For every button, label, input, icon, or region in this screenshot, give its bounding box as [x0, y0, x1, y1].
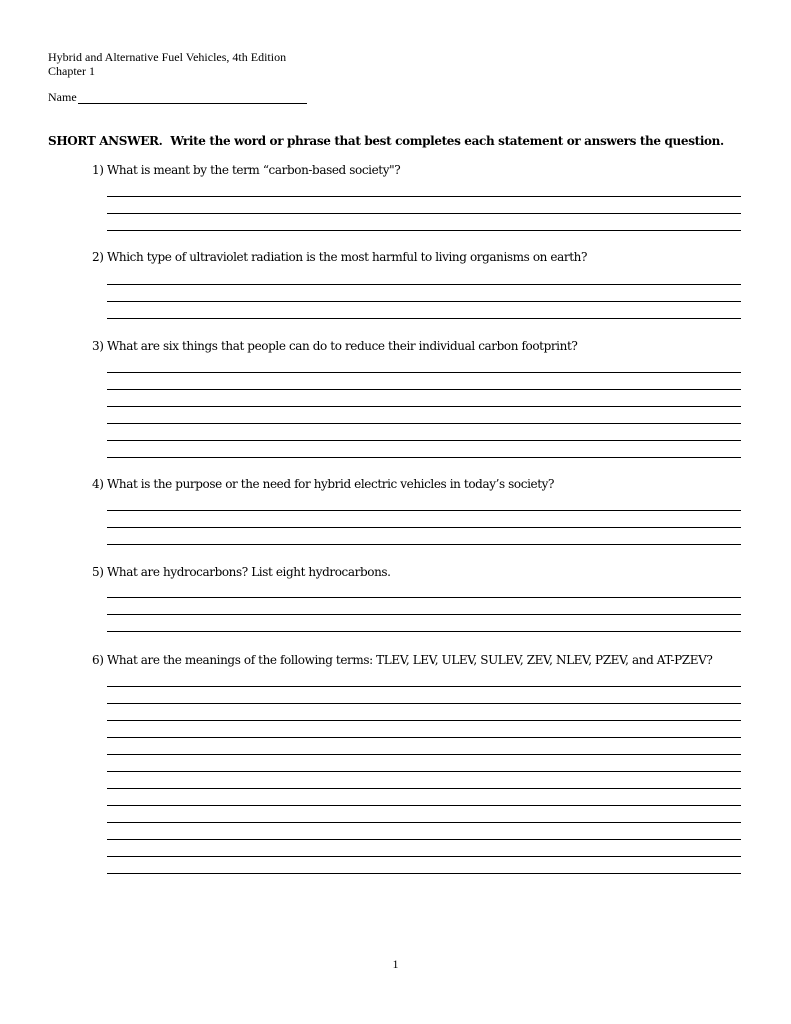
answer-line	[107, 631, 741, 632]
answer-line	[107, 805, 741, 806]
question-number: 4)	[92, 477, 104, 491]
question-text: What are the meanings of the following terms: TLEV, LEV, ULEV, SULEV, ZEV, NLEV, PZEV, and AT-PZEV?	[106, 653, 713, 667]
answer-line	[107, 372, 741, 373]
answer-line	[107, 510, 741, 511]
answer-line	[107, 213, 741, 214]
answer-line	[107, 301, 741, 302]
answer-line	[107, 440, 741, 441]
question-number: 1)	[92, 163, 104, 177]
answer-line	[107, 873, 741, 874]
answer-line	[107, 196, 741, 197]
answer-line	[107, 284, 741, 285]
question-number: 2)	[92, 250, 104, 264]
question-text: What are six things that people can do to reduce their individual carbon footprint?	[106, 339, 578, 353]
instructions	[48, 134, 724, 149]
question-number: 6)	[92, 653, 104, 667]
name-underline	[78, 91, 307, 104]
question-4	[92, 477, 554, 491]
answer-line	[107, 544, 741, 545]
answer-line	[107, 839, 741, 840]
answer-line	[107, 856, 741, 857]
answer-line	[107, 614, 741, 615]
question-5	[92, 565, 391, 579]
instructions-text: Write the word or phrase that best completes each statement or answers the question.	[170, 134, 724, 148]
question-number: 5)	[92, 565, 104, 579]
question-6	[92, 653, 712, 667]
answer-line	[107, 318, 741, 319]
question-text: What are hydrocarbons? List eight hydrocarbons.	[106, 565, 391, 579]
page-number: 1	[392, 957, 399, 971]
answer-line	[107, 597, 741, 598]
question-2	[92, 250, 587, 264]
book-title: Hybrid and Alternative Fuel Vehicles, 4th Edition	[48, 50, 287, 64]
answer-line	[107, 703, 741, 704]
answer-line	[107, 230, 741, 231]
question-number: 3)	[92, 339, 104, 353]
answer-line	[107, 527, 741, 528]
answer-line	[107, 457, 741, 458]
question-3	[92, 339, 577, 353]
chapter-label: Chapter 1	[48, 64, 95, 78]
answer-line	[107, 423, 741, 424]
name-field	[48, 90, 307, 104]
answer-line	[107, 737, 741, 738]
question-text: Which type of ultraviolet radiation is the most harmful to living organisms on earth?	[106, 250, 587, 264]
answer-line	[107, 771, 741, 772]
instructions-lead: SHORT ANSWER.	[48, 134, 163, 148]
answer-line	[107, 720, 741, 721]
question-1	[92, 163, 400, 177]
answer-line	[107, 822, 741, 823]
answer-line	[107, 686, 741, 687]
question-text: What is meant by the term “carbon-based society"?	[106, 163, 401, 177]
answer-line	[107, 389, 741, 390]
answer-line	[107, 754, 741, 755]
name-label: Name	[48, 90, 77, 104]
answer-line	[107, 406, 741, 407]
question-text: What is the purpose or the need for hybrid electric vehicles in today’s society?	[106, 477, 555, 491]
answer-line	[107, 788, 741, 789]
